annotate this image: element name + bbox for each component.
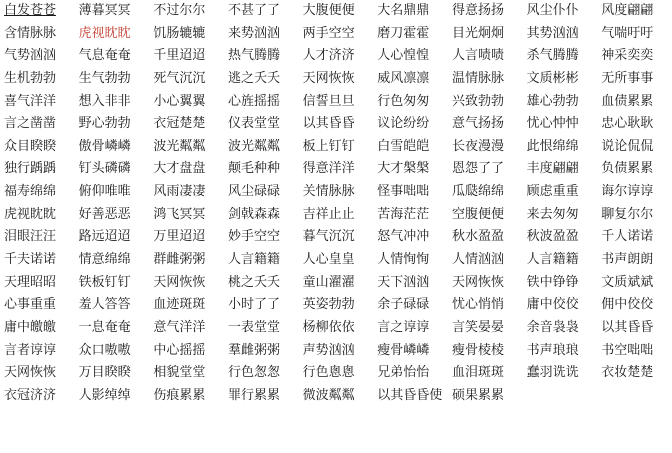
idiom-link[interactable]: 人情汹汹 [451,252,504,268]
idiom-link[interactable]: 苦海茫茫 [377,206,430,222]
idiom-link[interactable]: 白雪皑皑 [377,138,430,154]
idiom-link[interactable]: 风雨凄凄 [153,184,206,200]
idiom-link[interactable]: 大腹便便 [302,3,355,18]
idiom-link[interactable]: 硕果累累 [451,387,504,403]
idiom-link[interactable]: 大才盘盘 [153,161,206,177]
idiom-link[interactable]: 行色悤悤 [302,365,355,381]
idiom-link[interactable]: 虎视眈眈 [4,206,57,222]
idiom-link[interactable]: 众目睽睽 [4,138,57,154]
idiom-link[interactable]: 行色怱怱 [227,365,280,381]
idiom-link[interactable]: 来去匆匆 [526,206,579,222]
idiom-link[interactable]: 衣冠楚楚 [153,116,206,132]
idiom-link[interactable]: 忠心耿耿 [601,116,654,132]
idiom-link[interactable]: 一表堂堂 [227,319,280,335]
idiom-link[interactable]: 目光炯炯 [451,25,504,41]
idiom-link[interactable]: 好善恶恶 [78,206,131,222]
idiom-link[interactable]: 天网恢恢 [153,274,206,290]
idiom-link[interactable]: 空腹便便 [451,206,504,222]
idiom-link[interactable]: 一息奄奄 [78,319,131,335]
idiom-link[interactable]: 文质斌斌 [601,274,654,290]
idiom-link[interactable]: 不过尔尔 [153,3,206,18]
idiom-link[interactable]: 羣雌粥粥 [227,342,280,358]
idiom-link[interactable]: 书空咄咄 [601,342,654,358]
idiom-link[interactable]: 蠢羽诜诜 [526,365,579,381]
idiom-link[interactable]: 吉祥止止 [302,206,355,222]
idiom-link[interactable]: 妙手空空 [227,229,280,245]
idiom-link[interactable]: 丰度翩翩 [526,161,579,177]
idiom-link[interactable]: 书声琅琅 [526,342,579,358]
idiom-link[interactable]: 瓜瓞绵绵 [451,184,504,200]
idiom-link[interactable]: 庸中皦皦 [4,319,57,335]
idiom-link[interactable]: 风尘碌碌 [227,184,280,200]
idiom-link[interactable]: 大才槃槃 [377,161,430,177]
idiom-link[interactable]: 人影绰绰 [78,387,131,403]
idiom-link[interactable]: 神采奕奕 [601,48,654,64]
idiom-link[interactable]: 天网恢恢 [302,70,355,86]
idiom-link[interactable]: 众口嗷嗷 [78,342,131,358]
idiom-link[interactable]: 桃之夭夭 [227,274,280,290]
idiom-link[interactable]: 行色匆匆 [377,93,430,109]
idiom-link[interactable]: 人才济济 [302,48,355,64]
idiom-link[interactable]: 波光粼粼 [153,138,206,154]
idiom-link[interactable]: 野心勃勃 [78,116,131,132]
idiom-link[interactable]: 人情恂恂 [377,252,430,268]
idiom-link[interactable]: 怒气冲冲 [377,229,430,245]
idiom-link[interactable]: 白发苍苍 [4,3,57,18]
idiom-link[interactable]: 负债累累 [601,161,654,177]
idiom-link[interactable]: 天网恢恢 [4,365,57,381]
idiom-link[interactable]: 饥肠辘辘 [153,25,206,41]
idiom-link[interactable]: 小心翼翼 [153,93,206,109]
idiom-link[interactable]: 心事重重 [4,297,57,313]
idiom-link[interactable]: 得意洋洋 [302,161,355,177]
idiom-link[interactable]: 以其昏昏使 [377,387,443,403]
idiom-link[interactable]: 言笑晏晏 [451,319,504,335]
idiom-link[interactable]: 杀气腾腾 [526,48,579,64]
idiom-link[interactable]: 薄暮冥冥 [78,3,131,18]
idiom-link[interactable]: 板上钉钉 [302,138,355,154]
idiom-link[interactable]: 秋水盈盈 [451,229,504,245]
idiom-link[interactable]: 血迹斑斑 [153,297,206,313]
idiom-link[interactable]: 威风凛凛 [377,70,430,86]
idiom-link[interactable]: 聊复尔尔 [601,206,654,222]
idiom-link[interactable]: 书声朗朗 [601,252,654,268]
idiom-link[interactable]: 相貌堂堂 [153,365,206,381]
idiom-link[interactable]: 议论纷纷 [377,116,430,132]
idiom-link[interactable]: 意气洋洋 [153,319,206,335]
idiom-link[interactable]: 以其昏昏 [302,116,355,132]
idiom-link[interactable]: 气势汹汹 [4,48,57,64]
idiom-link[interactable]: 路远迢迢 [78,229,131,245]
idiom-link[interactable]: 兴致勃勃 [451,93,504,109]
idiom-link[interactable]: 磨刀霍霍 [377,25,430,41]
idiom-link[interactable]: 怪事咄咄 [377,184,430,200]
idiom-link[interactable]: 童山濯濯 [302,274,355,290]
idiom-link[interactable]: 信誓旦旦 [302,93,355,109]
idiom-link[interactable]: 小时了了 [227,297,280,313]
idiom-link[interactable]: 血泪斑斑 [451,365,504,381]
idiom-link[interactable]: 含情脉脉 [4,25,57,41]
idiom-link[interactable]: 天网恢恢 [451,274,504,290]
idiom-link[interactable]: 余子碌碌 [377,297,430,313]
idiom-link[interactable]: 热气腾腾 [227,48,280,64]
idiom-link[interactable]: 天理昭昭 [4,274,57,290]
idiom-link[interactable]: 钉头磷磷 [78,161,131,177]
idiom-link[interactable]: 人言籍籍 [227,252,280,268]
idiom-link[interactable]: 英姿勃勃 [302,297,355,313]
idiom-link[interactable]: 杨柳依依 [302,319,355,335]
idiom-link[interactable]: 罪行累累 [227,387,280,403]
idiom-link[interactable]: 傲骨嶙嶙 [78,138,131,154]
idiom-link[interactable]: 无所事事 [601,70,654,86]
idiom-link[interactable]: 剑戟森森 [227,206,280,222]
idiom-link[interactable]: 顾虑重重 [526,184,579,200]
idiom-link[interactable]: 瘦骨棱棱 [451,342,504,358]
idiom-link[interactable]: 气息奄奄 [78,48,131,64]
idiom-link[interactable]: 想入非非 [78,93,131,109]
idiom-link[interactable]: 兄弟怡怡 [377,365,430,381]
idiom-link[interactable]: 忧心忡忡 [526,116,579,132]
idiom-link[interactable]: 福寿绵绵 [4,184,57,200]
idiom-link[interactable]: 不甚了了 [227,3,280,18]
idiom-link[interactable]: 千夫诺诺 [4,252,57,268]
idiom-link[interactable]: 瘦骨嶙嶙 [377,342,430,358]
idiom-link[interactable]: 死气沉沉 [153,70,206,86]
idiom-link[interactable]: 言者谆谆 [4,342,57,358]
idiom-link[interactable]: 血债累累 [601,93,654,109]
idiom-link[interactable]: 文质彬彬 [526,70,579,86]
idiom-link[interactable]: 衣冠济济 [4,387,57,403]
idiom-link[interactable]: 铁中铮铮 [526,274,579,290]
idiom-link[interactable]: 千人诺诺 [601,229,654,245]
idiom-link[interactable]: 微波粼粼 [302,387,355,403]
idiom-link[interactable]: 风度翩翩 [601,3,654,18]
idiom-link[interactable]: 天下汹汹 [377,274,430,290]
idiom-link[interactable]: 此恨绵绵 [526,138,579,154]
idiom-link[interactable]: 伤痕累累 [153,387,206,403]
idiom-link[interactable]: 暮气沉沉 [302,229,355,245]
idiom-link[interactable]: 万目睽睽 [78,365,131,381]
idiom-link[interactable]: 佣中佼佼 [601,297,654,313]
idiom-link[interactable]: 说论侃侃 [601,138,654,154]
idiom-link[interactable]: 意气扬扬 [451,116,504,132]
idiom-link[interactable]: 泪眼汪汪 [4,229,57,245]
idiom-link[interactable]: 长夜漫漫 [451,138,504,154]
idiom-link[interactable]: 关情脉脉 [302,184,355,200]
idiom-link[interactable]: 千里迢迢 [153,48,206,64]
idiom-link[interactable]: 得意扬扬 [451,3,504,18]
idiom-link[interactable]: 万里迢迢 [153,229,206,245]
idiom-link[interactable]: 秋波盈盈 [526,229,579,245]
idiom-link[interactable]: 气喘吁吁 [601,25,654,41]
idiom-link[interactable]: 风尘仆仆 [526,3,579,18]
idiom-link[interactable]: 诲尔谆谆 [601,184,654,200]
idiom-link[interactable]: 群雌粥粥 [153,252,206,268]
idiom-link[interactable]: 生气勃勃 [78,70,131,86]
idiom-link[interactable]: 生机勃勃 [4,70,57,86]
idiom-link[interactable]: 来势汹汹 [227,25,280,41]
idiom-link[interactable]: 衣妆楚楚 [601,365,654,381]
idiom-link[interactable]: 羞人答答 [78,297,131,313]
idiom-link[interactable]: 俯仰唯唯 [78,184,131,200]
idiom-link[interactable]: 独行踽踽 [4,161,57,177]
idiom-link[interactable]: 温情脉脉 [451,70,504,86]
idiom-link[interactable]: 人言籍籍 [526,252,579,268]
idiom-link[interactable]: 虎视眈眈 [78,25,131,41]
idiom-link[interactable]: 逃之夭夭 [227,70,280,86]
idiom-link[interactable]: 鸿飞冥冥 [153,206,206,222]
idiom-link[interactable]: 恩怨了了 [451,161,504,177]
idiom-link[interactable]: 两手空空 [302,25,355,41]
idiom-link[interactable]: 铁板钉钉 [78,274,131,290]
idiom-link[interactable]: 喜气洋洋 [4,93,57,109]
idiom-link[interactable]: 其势汹汹 [526,25,579,41]
idiom-link[interactable]: 言之谆谆 [377,319,430,335]
idiom-link[interactable]: 心旌摇摇 [227,93,280,109]
idiom-link[interactable]: 庸中佼佼 [526,297,579,313]
idiom-link[interactable]: 大名鼎鼎 [377,3,430,18]
idiom-link[interactable]: 以其昏昏 [601,319,654,335]
idiom-link[interactable]: 言之凿凿 [4,116,57,132]
idiom-link[interactable]: 人言啧啧 [451,48,504,64]
idiom-link[interactable]: 中心摇摇 [153,342,206,358]
idiom-link[interactable]: 人心惶惶 [377,48,430,64]
idiom-link[interactable]: 声势汹汹 [302,342,355,358]
idiom-link[interactable]: 余音袅袅 [526,319,579,335]
idiom-link[interactable]: 人心皇皇 [302,252,355,268]
idiom-link[interactable]: 波光粼粼 [227,138,280,154]
idiom-link[interactable]: 颠毛种种 [227,161,280,177]
idiom-link[interactable]: 情意绵绵 [78,252,131,268]
idiom-link[interactable]: 雄心勃勃 [526,93,579,109]
idiom-link[interactable]: 忧心悄悄 [451,297,504,313]
idiom-link[interactable]: 仪表堂堂 [227,116,280,132]
